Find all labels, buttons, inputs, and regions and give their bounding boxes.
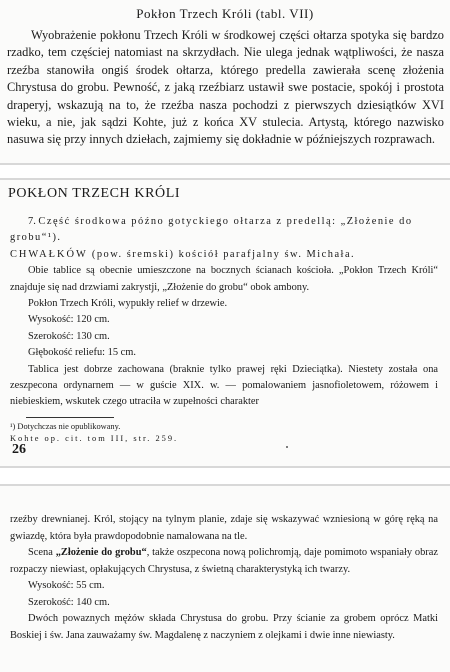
page-edge bbox=[0, 178, 450, 180]
footnote: Kohte op. cit. tom III, str. 259. bbox=[10, 433, 179, 443]
scene-title: „Złożenie do grobu“ bbox=[55, 547, 147, 558]
body-text bbox=[7, 27, 444, 149]
page-edge bbox=[0, 484, 450, 486]
dimension-width: Szerokość: 140 cm. bbox=[28, 596, 110, 608]
paragraph: Obie tablice są obecnie umieszczone na bocznych ścianach kościoła. „Pokłon Trzech Króli“ znajduje się nad drzwiami zakrystji, „Złożenie do grobu“ obok ambony. bbox=[10, 265, 438, 293]
page-number: 26 bbox=[12, 442, 26, 457]
speck bbox=[286, 446, 288, 448]
dimension-height: Wysokość: 55 cm. bbox=[28, 580, 105, 591]
entry-number: 7. bbox=[28, 216, 36, 227]
paragraph: Dwóch powaznych mężów składa Chrystusa do grobu. Przy ścianie za grobem oprócz Matki Boskiej i św. Jana zauważamy św. Magdalenę z naczyniem z olejkami i dwie inne niewiasty. bbox=[10, 613, 438, 641]
location-name: CHWAŁKÓW bbox=[10, 248, 88, 260]
text-run: , także oszpecona nową polichromją, daje pomimoto wspaniały obraz rozpaczy niewiast, opłakujących Chrystusa, z świetną charakterystyką ich twarzy. bbox=[10, 547, 438, 575]
text-run: Scena bbox=[28, 547, 56, 558]
body-text bbox=[10, 214, 438, 445]
footnote-rule bbox=[26, 417, 114, 418]
page-top-fragment bbox=[0, 0, 450, 165]
location-text: (pow. śremski) kościół parafjalny św. Michała. bbox=[87, 248, 356, 260]
paragraph bbox=[10, 545, 438, 578]
paragraph: Pokłon Trzech Króli, wypukły relief w drzewie. bbox=[28, 298, 228, 310]
paragraph: rzeźby drewnianej. Król, stojący na tylnym planie, zdaje się wskazywać wzniesioną w górę ręką na gwiazdę, która była prawdopodobnie namalowana na tle. bbox=[10, 514, 438, 542]
body-text bbox=[10, 512, 438, 644]
page-title: POKŁON TRZECH KRÓLI bbox=[8, 186, 181, 201]
dimension-height: Wysokość: 120 cm. bbox=[28, 314, 110, 326]
paragraph: Tablica jest dobrze zachowana (braknie tylko prawej ręki Dzieciątka). Niestety została ona zeszpecona ordynarnem — w guście XIX. w. — pomalowaniem jasnofioletowem, różowem i niebieskiem, wskutek czego utraciła w zupełności charakter bbox=[10, 363, 438, 408]
page-next-fragment bbox=[0, 484, 450, 672]
section-heading: Pokłon Trzech Króli (tabl. VII) bbox=[136, 6, 314, 21]
page-edge bbox=[0, 466, 450, 468]
dimension-depth: Głębokość reliefu: 15 cm. bbox=[28, 347, 136, 359]
footnote: ¹) Dotychczas nie opublikowany. bbox=[10, 421, 121, 431]
paragraph: Wyobrażenie pokłonu Trzech Króli w środkowej części ołtarza spotyka się bardzo rzadko, tem częściej natomiast na skrzydłach. Nie ulega jednak wątpliwości, że nasza rzeźba stanowiła ongiś środek ołtarza, którego predella zawierała scenę złożenia Chrystusa do grobu. Pewność, z jaką rzeźbiarz ustawił swe postacie, spokój i prostota draperyj, wskazują na to, że rzeźba nasza pochodzi z pierwszych dziesiątków XVI wieku, a nie, jak sądzi Kohte, już z końca XV stulecia. Artystą, którego nazwisko nasuwa się przy innych dziełach, zajmiemy się dokładnie w późniejszych rozprawach. bbox=[7, 28, 444, 147]
page-26 bbox=[0, 178, 450, 468]
entry-text: Część środkowa późno gotyckiego ołtarza z predellą: „Złożenie do grobu“¹). bbox=[10, 216, 413, 244]
location-line bbox=[10, 247, 438, 263]
page-edge bbox=[0, 163, 450, 165]
dimension-width: Szerokość: 130 cm. bbox=[28, 330, 110, 342]
catalog-entry bbox=[10, 214, 438, 247]
